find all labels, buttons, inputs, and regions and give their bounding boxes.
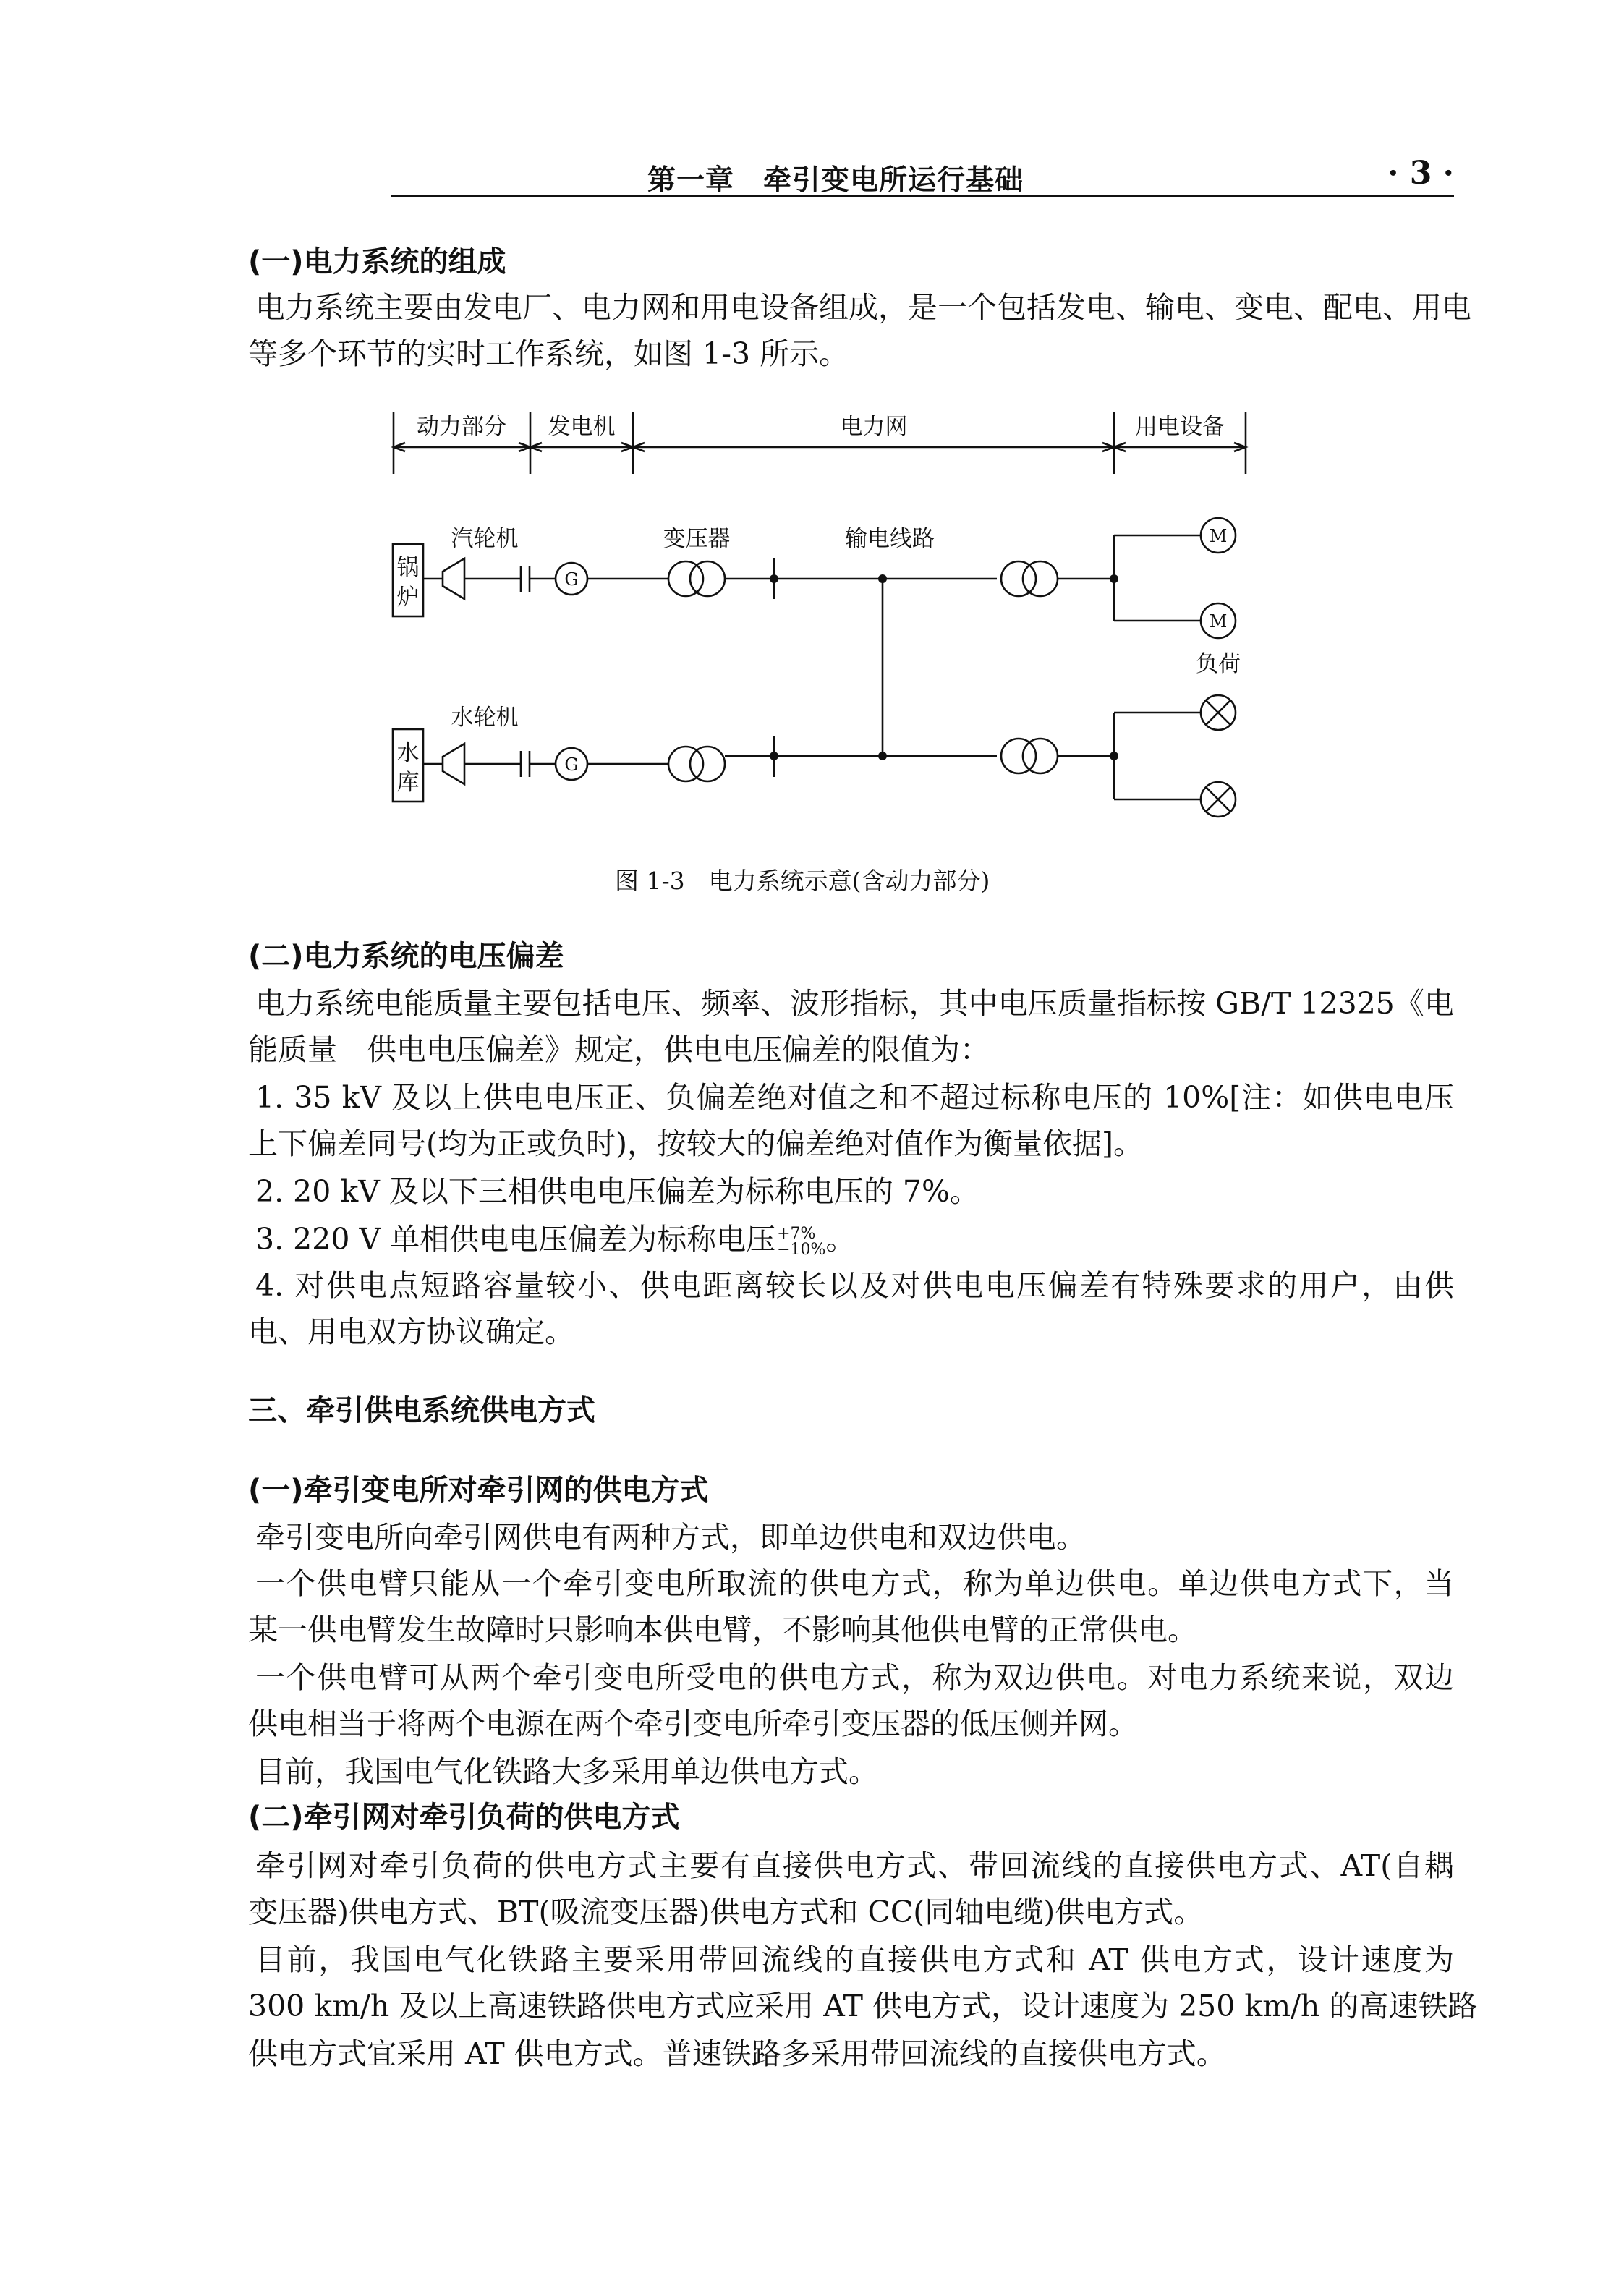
label-steam-turbine: 汽轮机 [451,526,519,552]
label-transmission-line: 输电线路 [845,526,935,552]
paragraph-line: 等多个环节的实时工作系统，如图 1-3 所示。 [248,336,849,371]
label-generator-segment: 发电机 [548,414,616,440]
list-item-text: 。 [825,1222,856,1257]
section-heading-traction-supply: 三、牵引供电系统供电方式 [248,1394,595,1427]
label-reservoir-2: 库 [396,770,420,796]
paragraph-line: 牵引网对牵引负荷的供电方式主要有直接供电方式、带回流线的直接供电方式、AT(自耦 [255,1848,1454,1883]
label-boiler-1: 锅 [396,555,420,581]
list-item: 上下偏差同号(均为正或负时)，按较大的偏差绝对值作为衡量依据]。 [248,1126,1143,1161]
label-water-turbine: 水轮机 [451,705,519,731]
paragraph-line: 某一供电臂发生故障时只影响本供电臂，不影响其他供电臂的正常供电。 [248,1613,1197,1647]
section-heading-voltage-deviation: (二)电力系统的电压偏差 [248,940,564,973]
paragraph-line: 目前，我国电气化铁路主要采用带回流线的直接供电方式和 AT 供电方式，设计速度为 [255,1942,1454,1977]
label-transformer: 变压器 [663,526,731,552]
paragraph-line: 300 km/h 及以上高速铁路供电方式应采用 AT 供电方式，设计速度为 250 km/h 的高速铁路 [248,1989,1478,2023]
paragraph-line: 供电相当于将两个电源在两个牵引变电所牵引变压器的低压侧并网。 [248,1707,1138,1741]
paragraph-line: 目前，我国电气化铁路大多采用单边供电方式。 [255,1754,878,1789]
list-item-text: 3. 220 V 单相供电电压偏差为标称电压 [255,1222,776,1257]
tolerance-lower: −10% [777,1240,826,1259]
paragraph-line: 电力系统电能质量主要包括电压、频率、波形指标，其中电压质量指标按 GB/T 12325《电 [255,986,1454,1021]
motor-symbol: M [1209,611,1228,632]
label-load: 负荷 [1196,651,1241,677]
paragraph-line: 电力系统主要由发电厂、电力网和用电设备组成，是一个包括发电、输电、变电、配电、用电 [255,290,1471,325]
list-item [255,1215,855,1258]
label-grid: 电力网 [840,414,908,440]
chapter-title: 第一章 牵引变电所运行基础 [647,164,1024,197]
section-heading-network-to-load: (二)牵引网对牵引负荷的供电方式 [248,1801,680,1834]
paragraph-line: 牵引变电所向牵引网供电有两种方式，即单边供电和双边供电。 [255,1520,1086,1555]
paragraph-line: 一个供电臂只能从一个牵引变电所取流的供电方式，称为单边供电。单边供电方式下，当 [255,1566,1454,1601]
power-system-diagram [376,405,1273,854]
page-number: · 3 · [1387,155,1454,192]
label-boiler-2: 炉 [396,585,420,611]
generator-symbol: G [564,569,579,590]
running-head [391,153,1454,197]
figure-caption: 图 1-3 电力系统示意(含动力部分) [615,867,990,895]
paragraph-line: 供电方式宜采用 AT 供电方式。普速铁路多采用带回流线的直接供电方式。 [248,2036,1226,2071]
header-rule [391,195,1454,197]
paragraph-line: 一个供电臂可从两个牵引变电所受电的供电方式，称为双边供电。对电力系统来说，双边 [255,1660,1454,1695]
section-heading-substation-to-network: (一)牵引变电所对牵引网的供电方式 [248,1474,709,1507]
list-item: 4. 对供电点短路容量较小、供电距离较长以及对供电电压偏差有特殊要求的用户，由供 [255,1268,1454,1303]
paragraph-line: 能质量 供电电压偏差》规定，供电电压偏差的限值为： [248,1032,990,1067]
list-item: 电、用电双方协议确定。 [248,1314,574,1349]
label-power-source: 动力部分 [417,414,506,440]
generator-symbol: G [564,755,579,775]
paragraph-line: 变压器)供电方式、BT(吸流变压器)供电方式和 CC(同轴电缆)供电方式。 [248,1895,1204,1929]
label-reservoir-1: 水 [396,740,420,766]
label-equipment: 用电设备 [1135,414,1225,440]
list-item: 1. 35 kV 及以上供电电压正、负偏差绝对值之和不超过标称电压的 10%[注：如供电电压 [255,1080,1454,1115]
tolerance-upper: +7% [777,1224,816,1243]
section-heading-composition: (一)电力系统的组成 [248,245,506,279]
list-item: 2. 20 kV 及以下三相供电电压偏差为标称电压的 7%。 [255,1174,979,1209]
tolerance-fraction [777,1226,825,1258]
motor-symbol: M [1209,526,1228,546]
